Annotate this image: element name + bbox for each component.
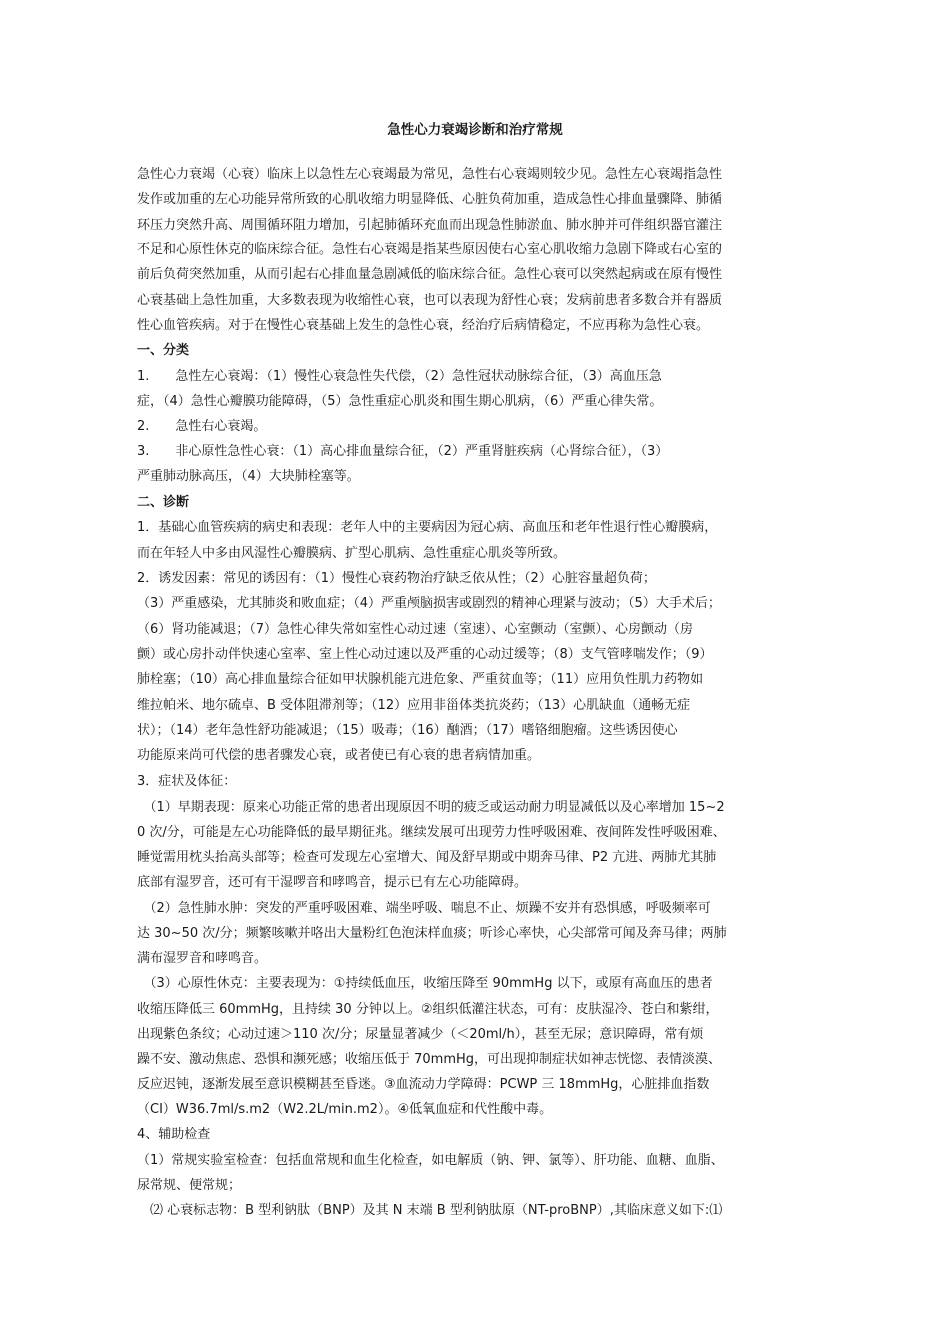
body-text-line: （2）急性肺水肿：突发的严重呼吸困难、端坐呼吸、喘息不止、烦躁不安并有恐惧感，呼吸频率可 <box>137 901 711 916</box>
body-text-line: （CI）W36.7ml/s.m2（W2.2L/min.m2）。④低氧血症和代性酸中毒。 <box>137 1102 553 1117</box>
body-text-line: 尿常规、便常规； <box>137 1178 242 1193</box>
body-text-line: （3）心原性休克：主要表现为：①持续低血压，收缩压降至 90mmHg 以下，或原有高血压的患者 <box>137 976 713 991</box>
body-text-line: 心衰基础上急性加重，大多数表现为收缩性心衰，也可以表现为舒性心衰；发病前患者多数合并有器质 <box>137 293 723 308</box>
body-text-line: ⑵ 心衰标志物：B 型利钠肽（BNP）及其 N 末端 B 型利钠肽原（NT-proBNP）,其临床意义如下:⑴ <box>137 1203 723 1218</box>
body-text-line: （1）常规实验室检查：包括血常规和血生化检查，如电解质（钠、钾、氯等）、肝功能、血糖、血脂、 <box>137 1153 724 1168</box>
body-text-line: 维拉帕米、地尔硫卓、B 受体阻滞剂等；（12）应用非甾体类抗炎药；（13）心肌缺血（通畅无症 <box>137 698 691 713</box>
body-text-line: 4、辅助检查 <box>137 1127 211 1142</box>
body-text-line: 收缩压降低三 60mmHg，且持续 30 分钟以上。②组织低灌注状态，可有：皮肤湿冷、苍白和紫绀， <box>137 1002 719 1017</box>
body-text-line: 2. 急性右心衰竭。 <box>137 419 267 434</box>
body-text-line: 3．症状及体征： <box>137 774 237 789</box>
body-text-line: （3）严重感染，尤其肺炎和败血症；（4）严重颅脑损害或剧烈的精神心理紧与波动；（5）大手术后； <box>137 596 721 611</box>
body-text-line: 3. 非心原性急性心衰：（1）高心排血量综合征，（2）严重肾脏疾病（心肾综合征），（3） <box>137 444 669 459</box>
body-text-line: 状）；（14）老年急性舒功能减退；（15）吸毒；（16）酗酒；（17）嗜铬细胞瘤。这些诱因使心 <box>137 723 678 738</box>
body-text-line: 睡觉需用枕头抬高头部等；检查可发现左心室增大、闻及舒早期或中期奔马律、P2 亢进、两肺尤其肺 <box>137 850 717 865</box>
body-text-line: 2．诱发因素：常见的诱因有：（1）慢性心衰药物治疗缺乏依从性；（2）心脏容量超负荷； <box>137 571 656 586</box>
body-text-line: 环压力突然升高、周围循环阻力增加，引起肺循环充血而出现急性肺淤血、肺水肿并可伴组织器官灌注 <box>137 218 723 233</box>
body-text-line: 不足和心原性休克的临床综合征。急性右心衰竭是指某些原因使右心室心肌收缩力急剧下降或右心室的 <box>137 242 723 257</box>
section-heading: 二、诊断 <box>137 495 190 510</box>
body-text-line: 急性心力衰竭（心衰）临床上以急性左心衰竭最为常见，急性右心衰竭则较少见。急性左心衰竭指急性 <box>137 167 723 182</box>
body-text-line: 而在年轻人中多由风湿性心瓣膜病、扩型心肌病、急性重症心肌炎等所致。 <box>137 546 567 561</box>
body-text-line: 症，（4）急性心瓣膜功能障碍，（5）急性重症心肌炎和围生期心肌病，（6）严重心律失常。 <box>137 394 663 409</box>
section-heading: 一、分类 <box>137 343 190 358</box>
body-text-line: 0 次/分，可能是左心功能降低的最早期征兆。继续发展可出现劳力性呼吸困难、夜间阵发性呼吸困难、 <box>137 825 726 840</box>
body-text-line: 底部有湿罗音，还可有干湿啰音和哮鸣音，提示已有左心功能障碍。 <box>137 875 528 890</box>
body-text-line: （1）早期表现：原来心功能正常的患者出现原因不明的疲乏或运动耐力明显减低以及心率增加 15~2 <box>137 800 725 815</box>
body-text-line: 1．基础心血管疾病的病史和表现：老年人中的主要病因为冠心病、高血压和老年性退行性心瓣膜病， <box>137 520 718 535</box>
body-text-line: 反应迟钝，逐渐发展至意识模糊甚至昏迷。③血流动力学障碍：PCWP 三 18mmHg，心脏排血指数 <box>137 1077 710 1092</box>
body-text-line: 满布湿罗音和哮鸣音。 <box>137 951 268 966</box>
body-text-line: 1. 急性左心衰竭：（1）慢性心衰急性失代偿，（2）急性冠状动脉综合征，（3）高血压急 <box>137 369 662 384</box>
body-text-line: 前后负荷突然加重，从而引起右心排血量急剧减低的临床综合征。急性心衰可以突然起病或在原有慢性 <box>137 267 723 282</box>
body-text-line: 功能原来尚可代偿的患者骤发心衰，或者使已有心衰的患者病情加重。 <box>137 748 541 763</box>
body-text-line: 肺栓塞；（10）高心排血量综合征如甲状腺机能亢进危象、严重贫血等；（11）应用负性肌力药物如 <box>137 672 704 687</box>
body-text-line: 性心血管疾病。对于在慢性心衰基础上发生的急性心衰，经治疗后病情稳定，不应再称为急性心衰。 <box>137 318 710 333</box>
body-text-line: 躁不安、激动焦虑、恐惧和濒死感；收缩压低于 70mmHg，可出现抑制症状如神志恍惚、表情淡漠、 <box>137 1052 722 1067</box>
body-text-line: 严重肺动脉高压，（4）大块肺栓塞等。 <box>137 469 360 484</box>
body-text-line: 出现紫色条纹；心动过速＞110 次/分；尿量显著减少（＜20ml/h），甚至无尿；意识障碍，常有烦 <box>137 1027 704 1042</box>
body-text-line: 发作或加重的左心功能异常所致的心肌收缩力明显降低、心脏负荷加重，造成急性心排血量骤降、肺循 <box>137 192 723 207</box>
body-text-line: 达 30~50 次/分；频繁咳嗽并咯出大量粉红色泡沫样血痰；听诊心率快，心尖部常可闻及奔马律；两肺 <box>137 926 727 941</box>
body-text-line: 颤）或心房扑动伴快速心室率、室上性心动过速以及严重的心动过缓等；（8）支气管哮喘发作；（9） <box>137 647 713 662</box>
document-title: 急性心力衰竭诊断和治疗常规 <box>387 122 563 138</box>
body-text-line: （6）肾功能减退；（7）急性心律失常如室性心动过速（室速）、心室颤动（室颤）、心房颤动（房 <box>137 622 694 637</box>
